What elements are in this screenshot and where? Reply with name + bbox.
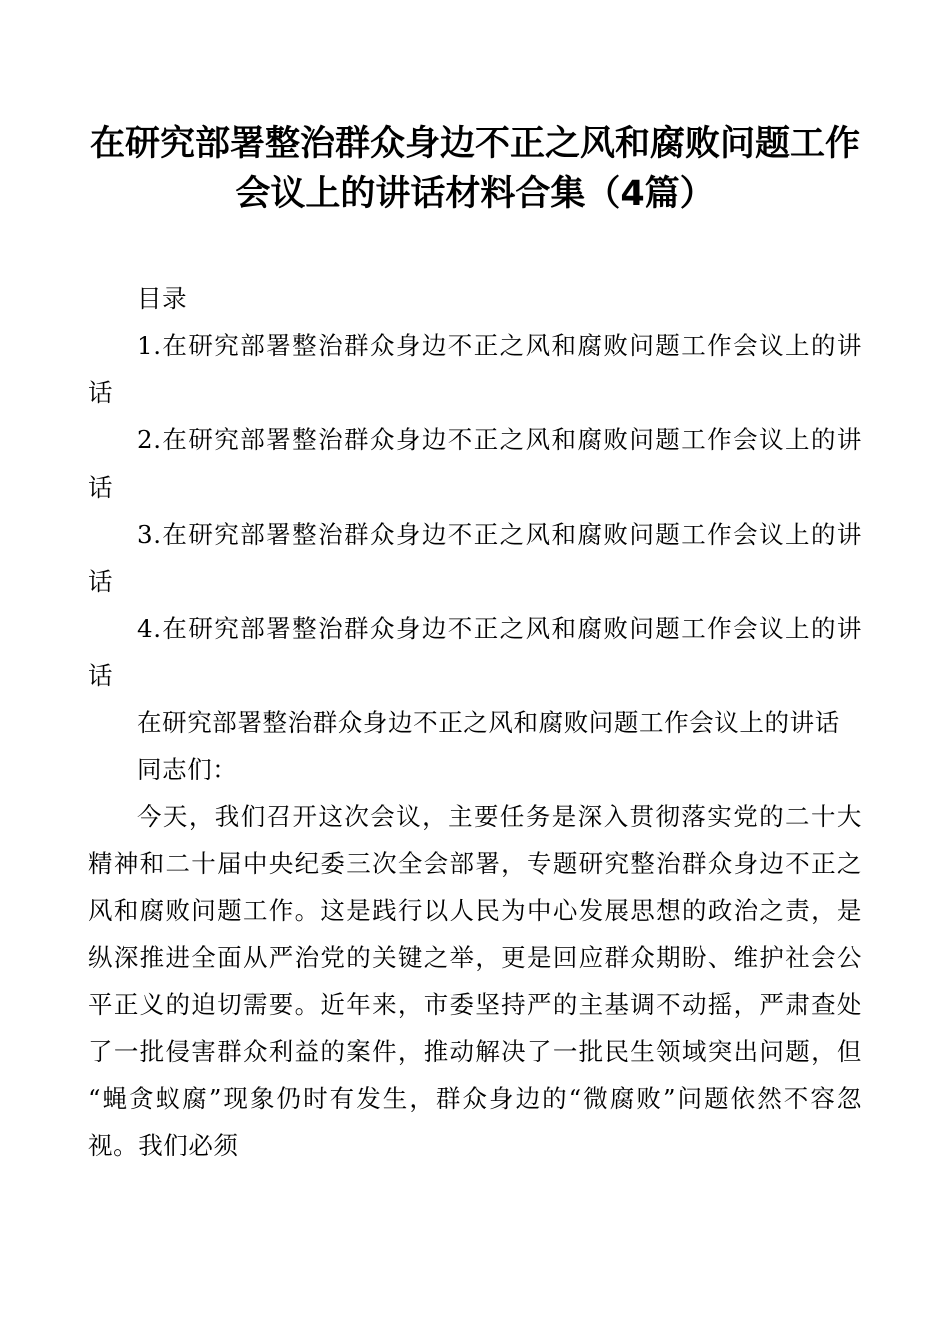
toc-item-4: 4.在研究部署整治群众身边不正之风和腐败问题工作会议上的讲话	[88, 613, 862, 690]
toc-item-1: 1.在研究部署整治群众身边不正之风和腐败问题工作会议上的讲话	[88, 331, 862, 408]
page-title: 在研究部署整治群众身边不正之风和腐败问题工作会议上的讲话材料合集（4篇）	[89, 124, 860, 214]
body-paragraph-1: 今天，我们召开这次会议，主要任务是深入贯彻落实党的二十大精神和二十届中央纪委三次全会部署，专题研究整治群众身边不正之风和腐败问题工作。这是践行以人民为中心发展思想的政治之责，是纵深推进全面从严治党的关键之举，更是回应群众期盼、维护社会公平正义的迫切需要。近年来，市委坚持严的主基调不动摇，严肃查处了一批侵害群众利益的案件，推动解决了一批民生领域突出问题，但“蝇贪蚁腐”现象仍时有发生，群众身边的“微腐败”问题依然不容忽视。我们必须	[88, 801, 862, 1160]
toc-item-2: 2.在研究部署整治群众身边不正之风和腐败问题工作会议上的讲话	[88, 425, 862, 502]
section-heading: 在研究部署整治群众身边不正之风和腐败问题工作会议上的讲话	[137, 707, 840, 737]
document-body	[88, 275, 862, 1169]
toc-heading: 目录	[137, 284, 188, 314]
toc-item-3: 3.在研究部署整治群众身边不正之风和腐败问题工作会议上的讲话	[88, 519, 862, 596]
salutation: 同志们：	[137, 754, 238, 784]
